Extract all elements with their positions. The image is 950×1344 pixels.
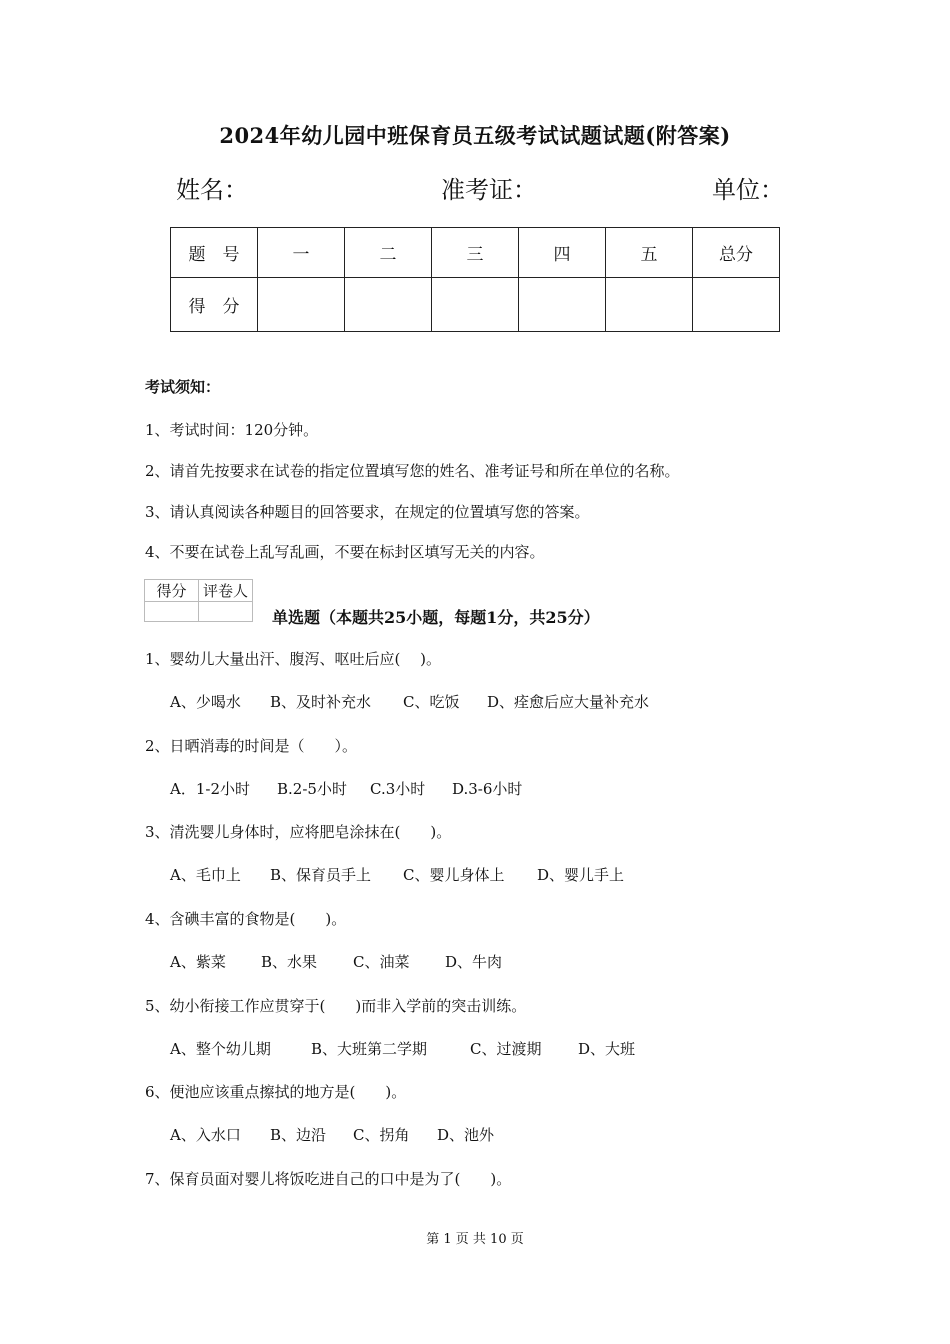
option[interactable]: B、及时补充水 [270,693,372,711]
exam-id-field-label: 准考证： [441,176,537,204]
score-row-label: 得 分 [171,278,258,332]
grader-score-cell[interactable] [145,602,199,622]
header-cell-5: 五 [606,228,693,278]
score-cell-1[interactable] [258,278,345,332]
option[interactable]: A、整个幼儿期 [170,1040,271,1058]
option[interactable]: C、拐角 [353,1126,410,1144]
notice-item: 3、请认真阅读各种题目的回答要求，在规定的位置填写您的答案。 [145,503,590,521]
option[interactable]: D、牛肉 [445,953,503,971]
notice-heading: 考试须知： [145,378,221,396]
option[interactable]: C、油菜 [353,953,410,971]
score-table-score-row [171,278,780,332]
page-footer: 第 1 页 共 10 页 [426,1232,524,1247]
name-field-label: 姓名： [176,176,248,204]
unit-field-label: 单位： [712,176,784,204]
header-cell-total: 总分 [693,228,780,278]
option[interactable]: A、少喝水 [170,693,241,711]
question-text: 2、日晒消毒的时间是（ ）。 [145,737,358,755]
score-cell-4[interactable] [519,278,606,332]
option[interactable]: D、大班 [578,1040,636,1058]
question-text: 6、便池应该重点擦拭的地方是( )。 [145,1083,407,1101]
option[interactable]: D、痊愈后应大量补充水 [487,693,650,711]
score-cell-total[interactable] [693,278,780,332]
question-text: 1、婴幼儿大量出汗、腹泻、呕吐后应( )。 [145,650,442,668]
score-table [170,227,780,332]
grader-score-label: 得分 [145,580,199,602]
notice-item: 2、请首先按要求在试卷的指定位置填写您的姓名、准考证号和所在单位的名称。 [145,462,680,480]
option[interactable]: C、吃饭 [403,693,460,711]
notice-item: 4、不要在试卷上乱写乱画，不要在标封区填写无关的内容。 [145,543,545,561]
notice-item: 1、考试时间：120分钟。 [145,421,319,439]
question-text: 4、含碘丰富的食物是( )。 [145,910,347,928]
option[interactable]: B、大班第二学期 [311,1040,428,1058]
option[interactable]: D.3-6小时 [452,780,523,798]
score-table-header-row [171,228,780,278]
question-text: 7、保育员面对婴儿将饭吃进自己的口中是为了( )。 [145,1170,512,1188]
option[interactable]: C.3小时 [370,780,426,798]
grader-name-label: 评卷人 [199,580,253,602]
grader-table [144,579,253,622]
grader-name-cell[interactable] [199,602,253,622]
option[interactable]: B、边沿 [270,1126,327,1144]
option[interactable]: B、水果 [261,953,318,971]
header-cell-1: 一 [258,228,345,278]
document-title: 2024年幼儿园中班保育员五级考试试题试题(附答案) [219,123,731,148]
option[interactable]: A、入水口 [170,1126,241,1144]
header-cell-2: 二 [345,228,432,278]
question-text: 5、幼小衔接工作应贯穿于( )而非入学前的突击训练。 [145,997,527,1015]
header-cell-3: 三 [432,228,519,278]
option[interactable]: C、婴儿身体上 [403,866,505,884]
option[interactable]: A、紫菜 [170,953,226,971]
option[interactable]: B.2-5小时 [277,780,347,798]
section-title: 单选题（本题共25小题，每题1分，共25分） [272,608,600,627]
header-cell-4: 四 [519,228,606,278]
score-cell-2[interactable] [345,278,432,332]
option[interactable]: D、婴儿手上 [537,866,625,884]
question-text: 3、清洗婴儿身体时，应将肥皂涂抹在( )。 [145,823,452,841]
header-cell-question-number: 题 号 [171,228,258,278]
score-cell-3[interactable] [432,278,519,332]
option[interactable]: B、保育员手上 [270,866,372,884]
option[interactable]: A、毛巾上 [170,866,241,884]
score-cell-5[interactable] [606,278,693,332]
option[interactable]: C、过渡期 [470,1040,542,1058]
option[interactable]: A．1-2小时 [170,780,250,798]
option[interactable]: D、池外 [437,1126,495,1144]
